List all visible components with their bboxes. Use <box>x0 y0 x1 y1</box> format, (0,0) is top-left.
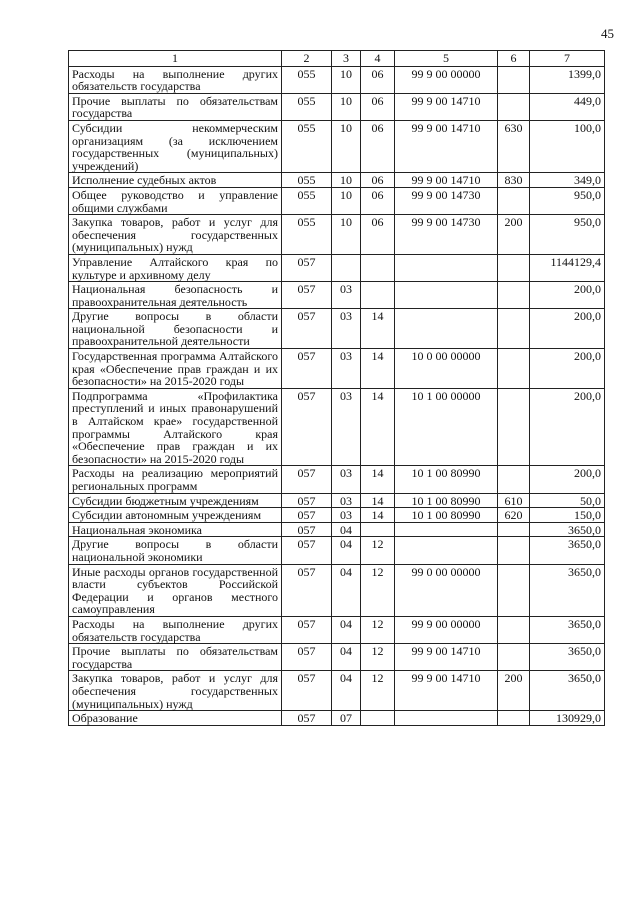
cell-amount: 200,0 <box>530 466 605 493</box>
cell-expense-type <box>498 644 530 671</box>
cell-name: Субсидии некоммерческим организациям (за исключением государственных (муниципальных) учреждений) <box>69 120 282 172</box>
cell-name: Образование <box>69 711 282 726</box>
column-header: 5 <box>395 51 498 67</box>
cell-amount: 1399,0 <box>530 66 605 93</box>
cell-section: 10 <box>332 215 361 255</box>
table-row <box>69 644 605 671</box>
cell-section: 03 <box>332 493 361 508</box>
cell-expense-type <box>498 282 530 309</box>
cell-target-article: 99 9 00 14710 <box>395 93 498 120</box>
table-row <box>69 187 605 214</box>
cell-target-article: 99 9 00 14710 <box>395 644 498 671</box>
cell-name: Иные расходы органов государственной власти субъектов Российской Федерации и органов местного самоуправления <box>69 564 282 616</box>
column-header: 4 <box>361 51 395 67</box>
cell-name: Прочие выплаты по обязательствам государства <box>69 93 282 120</box>
cell-section: 10 <box>332 187 361 214</box>
cell-name: Расходы на выполнение других обязательств государства <box>69 66 282 93</box>
cell-expense-type <box>498 93 530 120</box>
cell-expense-type <box>498 254 530 281</box>
cell-subsection: 06 <box>361 187 395 214</box>
table-row <box>69 508 605 523</box>
table-row <box>69 711 605 726</box>
cell-amount: 1144129,4 <box>530 254 605 281</box>
cell-subsection: 06 <box>361 215 395 255</box>
cell-expense-type <box>498 187 530 214</box>
cell-expense-type: 630 <box>498 120 530 172</box>
cell-expense-type <box>498 309 530 349</box>
cell-expense-type <box>498 466 530 493</box>
cell-section: 04 <box>332 671 361 711</box>
column-header: 2 <box>282 51 332 67</box>
cell-ministry-code: 057 <box>282 522 332 537</box>
table-row <box>69 309 605 349</box>
cell-section: 10 <box>332 93 361 120</box>
cell-ministry-code: 057 <box>282 254 332 281</box>
cell-subsection: 12 <box>361 537 395 564</box>
cell-section: 03 <box>332 388 361 466</box>
cell-expense-type <box>498 522 530 537</box>
cell-target-article: 99 9 00 14710 <box>395 173 498 188</box>
cell-ministry-code: 057 <box>282 644 332 671</box>
cell-target-article: 99 9 00 00000 <box>395 616 498 643</box>
cell-amount: 100,0 <box>530 120 605 172</box>
cell-name: Субсидии автономным учреждениям <box>69 508 282 523</box>
table-row <box>69 254 605 281</box>
cell-name: Прочие выплаты по обязательствам государства <box>69 644 282 671</box>
cell-target-article <box>395 537 498 564</box>
cell-expense-type: 830 <box>498 173 530 188</box>
cell-subsection <box>361 282 395 309</box>
cell-expense-type: 200 <box>498 671 530 711</box>
cell-subsection: 14 <box>361 493 395 508</box>
table-row <box>69 671 605 711</box>
cell-amount: 200,0 <box>530 282 605 309</box>
page-number: 45 <box>601 26 614 41</box>
cell-target-article: 99 9 00 14710 <box>395 120 498 172</box>
cell-amount: 3650,0 <box>530 644 605 671</box>
cell-amount: 349,0 <box>530 173 605 188</box>
cell-subsection: 14 <box>361 466 395 493</box>
column-header: 7 <box>530 51 605 67</box>
cell-ministry-code: 057 <box>282 309 332 349</box>
column-header: 1 <box>69 51 282 67</box>
cell-section <box>332 254 361 281</box>
cell-subsection <box>361 522 395 537</box>
cell-expense-type <box>498 711 530 726</box>
column-header: 6 <box>498 51 530 67</box>
cell-target-article <box>395 522 498 537</box>
cell-subsection: 06 <box>361 173 395 188</box>
cell-section: 04 <box>332 537 361 564</box>
cell-subsection: 12 <box>361 616 395 643</box>
cell-amount: 130929,0 <box>530 711 605 726</box>
cell-section: 10 <box>332 173 361 188</box>
cell-target-article <box>395 254 498 281</box>
cell-name: Другие вопросы в области национальной экономики <box>69 537 282 564</box>
cell-target-article: 99 9 00 14730 <box>395 215 498 255</box>
cell-ministry-code: 057 <box>282 349 332 389</box>
cell-amount: 3650,0 <box>530 671 605 711</box>
cell-target-article: 10 1 00 00000 <box>395 388 498 466</box>
cell-expense-type <box>498 616 530 643</box>
cell-expense-type <box>498 537 530 564</box>
cell-amount: 449,0 <box>530 93 605 120</box>
cell-target-article: 10 1 00 80990 <box>395 466 498 493</box>
table-row <box>69 66 605 93</box>
cell-target-article <box>395 282 498 309</box>
cell-ministry-code: 057 <box>282 671 332 711</box>
cell-name: Национальная безопасность и правоохранительная деятельность <box>69 282 282 309</box>
cell-ministry-code: 055 <box>282 93 332 120</box>
table-row <box>69 93 605 120</box>
cell-subsection: 14 <box>361 309 395 349</box>
cell-subsection: 14 <box>361 508 395 523</box>
table-row <box>69 466 605 493</box>
cell-ministry-code: 055 <box>282 187 332 214</box>
cell-amount: 200,0 <box>530 349 605 389</box>
cell-name: Закупка товаров, работ и услуг для обеспечения государственных (муниципальных) нужд <box>69 215 282 255</box>
cell-name: Расходы на выполнение других обязательств государства <box>69 616 282 643</box>
cell-target-article: 10 1 00 80990 <box>395 493 498 508</box>
cell-name: Управление Алтайского края по культуре и архивному делу <box>69 254 282 281</box>
table-row <box>69 388 605 466</box>
cell-target-article <box>395 309 498 349</box>
cell-expense-type: 610 <box>498 493 530 508</box>
cell-target-article <box>395 711 498 726</box>
cell-ministry-code: 057 <box>282 711 332 726</box>
cell-name: Государственная программа Алтайского края «Обеспечение прав граждан и их безопасности» на 2015-2020 годы <box>69 349 282 389</box>
column-header: 3 <box>332 51 361 67</box>
cell-ministry-code: 055 <box>282 66 332 93</box>
cell-section: 04 <box>332 616 361 643</box>
cell-subsection: 06 <box>361 66 395 93</box>
cell-target-article: 99 9 00 14710 <box>395 671 498 711</box>
cell-section: 04 <box>332 522 361 537</box>
cell-target-article: 10 1 00 80990 <box>395 508 498 523</box>
table-row <box>69 173 605 188</box>
cell-section: 03 <box>332 508 361 523</box>
cell-section: 03 <box>332 349 361 389</box>
cell-subsection: 06 <box>361 93 395 120</box>
cell-expense-type <box>498 564 530 616</box>
cell-expense-type: 620 <box>498 508 530 523</box>
cell-subsection: 12 <box>361 564 395 616</box>
cell-name: Национальная экономика <box>69 522 282 537</box>
cell-section: 03 <box>332 282 361 309</box>
cell-ministry-code: 057 <box>282 537 332 564</box>
cell-ministry-code: 055 <box>282 120 332 172</box>
cell-subsection: 12 <box>361 644 395 671</box>
cell-section: 03 <box>332 466 361 493</box>
table-row <box>69 564 605 616</box>
cell-ministry-code: 057 <box>282 388 332 466</box>
cell-ministry-code: 057 <box>282 508 332 523</box>
cell-target-article: 99 0 00 00000 <box>395 564 498 616</box>
table-row <box>69 616 605 643</box>
cell-subsection <box>361 711 395 726</box>
cell-name: Общее руководство и управление общими службами <box>69 187 282 214</box>
cell-section: 10 <box>332 66 361 93</box>
table-header-row <box>69 51 605 67</box>
cell-amount: 3650,0 <box>530 616 605 643</box>
cell-amount: 200,0 <box>530 388 605 466</box>
cell-subsection: 12 <box>361 671 395 711</box>
table-row <box>69 493 605 508</box>
cell-amount: 950,0 <box>530 187 605 214</box>
cell-target-article: 99 9 00 14730 <box>395 187 498 214</box>
cell-name: Другие вопросы в области национальной безопасности и правоохранительной деятельности <box>69 309 282 349</box>
cell-expense-type <box>498 388 530 466</box>
table-row <box>69 349 605 389</box>
cell-name: Субсидии бюджетным учреждениям <box>69 493 282 508</box>
cell-expense-type <box>498 349 530 389</box>
cell-subsection: 14 <box>361 388 395 466</box>
cell-section: 04 <box>332 644 361 671</box>
table-row <box>69 537 605 564</box>
cell-amount: 3650,0 <box>530 537 605 564</box>
cell-ministry-code: 057 <box>282 564 332 616</box>
cell-ministry-code: 057 <box>282 616 332 643</box>
table-body <box>69 66 605 725</box>
cell-name: Расходы на реализацию мероприятий региональных программ <box>69 466 282 493</box>
cell-subsection: 06 <box>361 120 395 172</box>
cell-section: 10 <box>332 120 361 172</box>
table-row <box>69 522 605 537</box>
cell-ministry-code: 057 <box>282 466 332 493</box>
cell-name: Закупка товаров, работ и услуг для обеспечения государственных (муниципальных) нужд <box>69 671 282 711</box>
cell-amount: 50,0 <box>530 493 605 508</box>
cell-subsection <box>361 254 395 281</box>
cell-name: Исполнение судебных актов <box>69 173 282 188</box>
cell-section: 04 <box>332 564 361 616</box>
cell-expense-type: 200 <box>498 215 530 255</box>
cell-amount: 150,0 <box>530 508 605 523</box>
cell-amount: 200,0 <box>530 309 605 349</box>
cell-subsection: 14 <box>361 349 395 389</box>
budget-table <box>68 50 605 726</box>
table-row <box>69 120 605 172</box>
cell-target-article: 10 0 00 00000 <box>395 349 498 389</box>
cell-expense-type <box>498 66 530 93</box>
cell-ministry-code: 055 <box>282 173 332 188</box>
table-row <box>69 215 605 255</box>
cell-section: 07 <box>332 711 361 726</box>
cell-section: 03 <box>332 309 361 349</box>
cell-target-article: 99 9 00 00000 <box>395 66 498 93</box>
cell-ministry-code: 057 <box>282 493 332 508</box>
cell-amount: 950,0 <box>530 215 605 255</box>
cell-amount: 3650,0 <box>530 564 605 616</box>
table-row <box>69 282 605 309</box>
cell-amount: 3650,0 <box>530 522 605 537</box>
cell-ministry-code: 057 <box>282 282 332 309</box>
cell-ministry-code: 055 <box>282 215 332 255</box>
cell-name: Подпрограмма «Профилактика преступлений и иных правонарушений в Алтайском крае» государственной программы Алтайского края «Обеспечение прав граждан и их безопасности» на 2015-2020 годы <box>69 388 282 466</box>
